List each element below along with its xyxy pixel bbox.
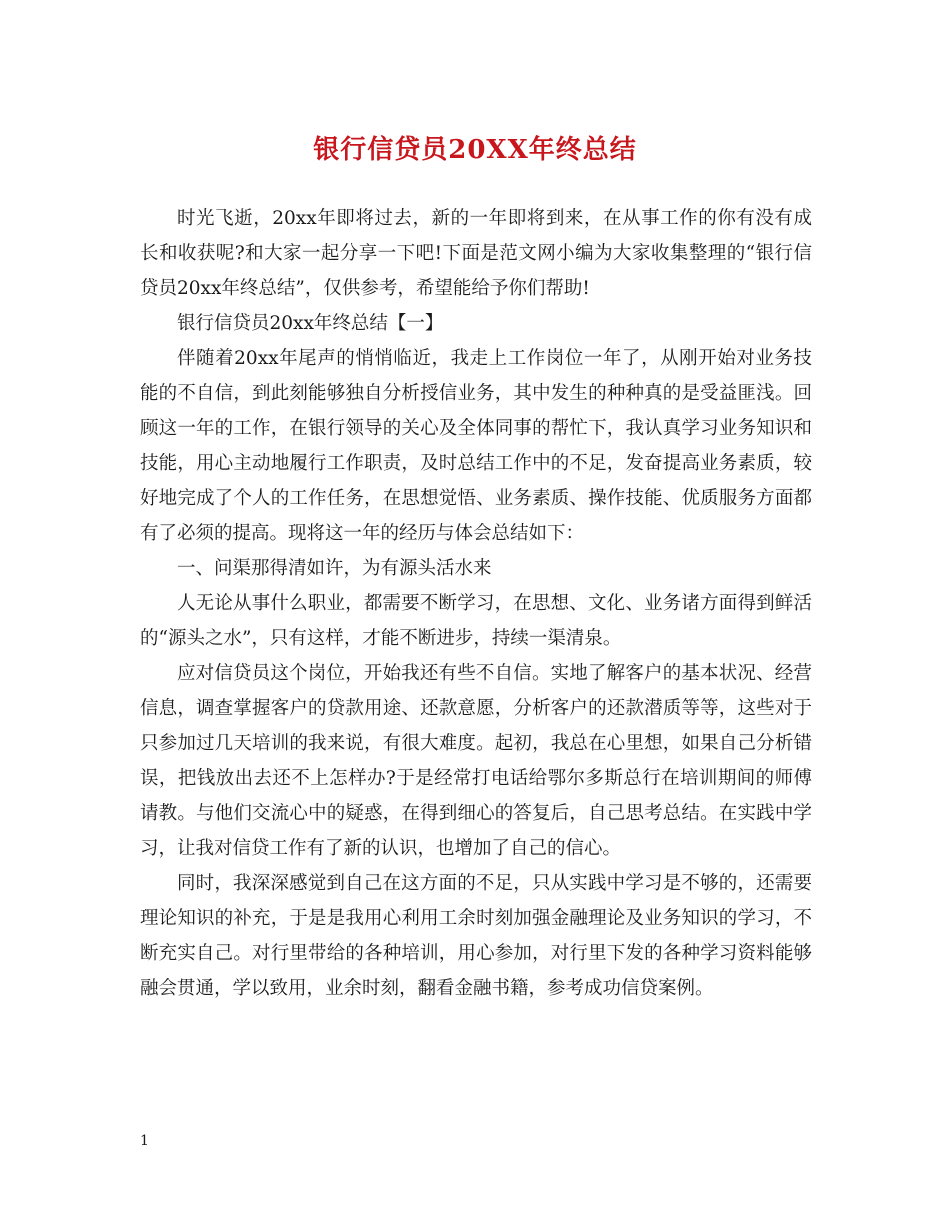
- page-number: 1: [140, 1133, 149, 1149]
- section-heading-1: 银行信贷员20xx年终总结【一】: [177, 313, 444, 334]
- paragraph-intro: 时光飞逝，20xx年即将过去，新的一年即将到来，在从事工作的你有没有成长和收获呢?和大家一起分享一下吧!下面是范文网小编为大家收集整理的“银行信贷员20xx年终总结”，仅供参考，希望能给予你们帮助!: [140, 208, 812, 299]
- subsection-heading-1: 一、问渠那得清如许，为有源头活水来: [177, 558, 492, 579]
- paragraph-overview: 伴随着20xx年尾声的悄悄临近，我走上工作岗位一年了，从刚开始对业务技能的不自信，到此刻能够独自分析授信业务，其中发生的种种真的是受益匪浅。回顾这一年的工作，在银行领导的关心及全体同事的帮忙下，我认真学习业务知识和技能，用心主动地履行工作职责，及时总结工作中的不足，发奋提高业务素质，较好地完成了个人的工作任务，在思想觉悟、业务素质、操作技能、优质服务方面都有了必须的提高。现将这一年的经历与体会总结如下：: [140, 348, 812, 544]
- document-body: [140, 201, 812, 1006]
- document-title: 银行信贷员20XX年终总结: [313, 135, 637, 165]
- paragraph-learning: 人无论从事什么职业，都需要不断学习，在思想、文化、业务诸方面得到鲜活的“源头之水”，只有这样，才能不断进步，持续一渠清泉。: [140, 593, 812, 649]
- paragraph-practice: 应对信贷员这个岗位，开始我还有些不自信。实地了解客户的基本状况、经营信息，调查掌握客户的贷款用途、还款意愿，分析客户的还款潜质等等，这些对于只参加过几天培训的我来说，有很大难度。起初，我总在心里想，如果自己分析错误，把钱放出去还不上怎样办?于是经常打电话给鄂尔多斯总行在培训期间的师傅请教。与他们交流心中的疑惑，在得到细心的答复后，自己思考总结。在实践中学习，让我对信贷工作有了新的认识，也增加了自己的信心。: [140, 663, 812, 859]
- paragraph-theory: 同时，我深深感觉到自己在这方面的不足，只从实践中学习是不够的，还需要理论知识的补充，于是是我用心利用工余时刻加强金融理论及业务知识的学习，不断充实自己。对行里带给的各种培训，用心参加，对行里下发的各种学习资料能够融会贯通，学以致用，业余时刻，翻看金融书籍，参考成功信贷案例。: [140, 873, 812, 999]
